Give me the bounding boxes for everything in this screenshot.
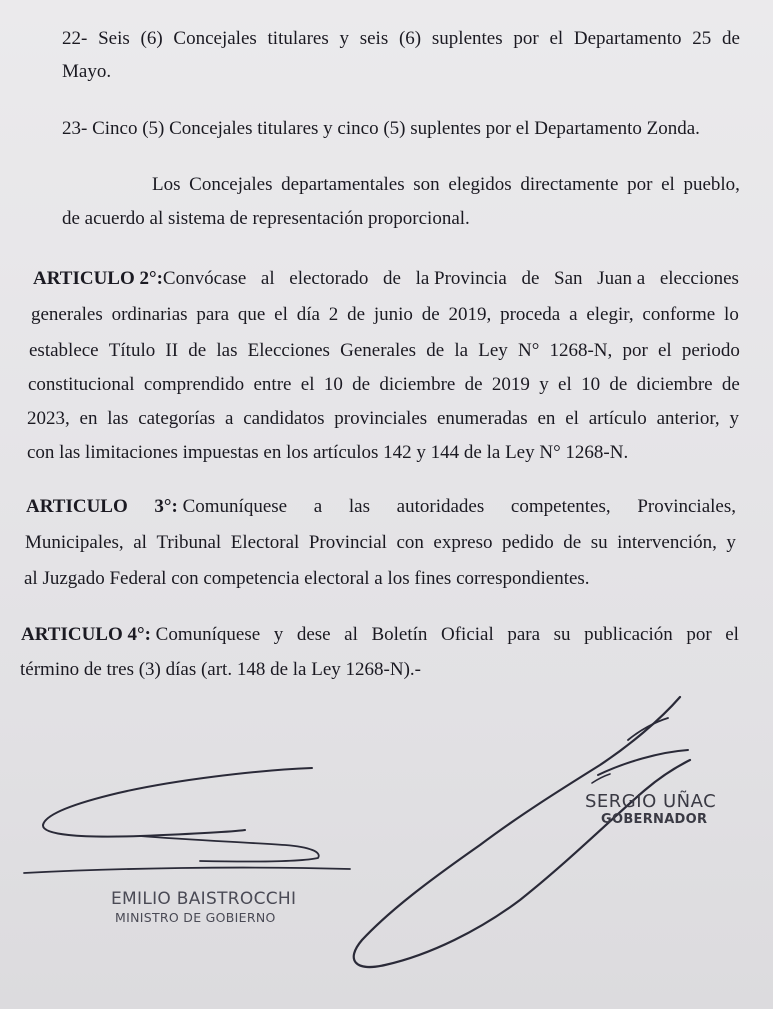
word: la Provincia (415, 268, 507, 289)
word: con (396, 532, 424, 553)
word: en (79, 408, 98, 429)
word: a (225, 408, 234, 429)
word: y (726, 532, 736, 553)
word: elecciones (659, 268, 739, 289)
word: y (539, 374, 549, 395)
word: las (216, 340, 238, 361)
word: 2019 (491, 374, 530, 395)
word: lo (724, 304, 739, 325)
word: periodo (681, 340, 740, 361)
word: Electoral (230, 532, 300, 553)
word: Concejales (189, 174, 273, 195)
governor-name-stamp: SERGIO UÑAC (585, 791, 717, 812)
word: el (565, 408, 579, 429)
word: establece (29, 340, 99, 361)
word: el (274, 304, 288, 325)
articulo-2-line-6: con las limitaciones impuestas en los artículos 142 y 144 de la Ley N° 1268-N. (27, 442, 629, 463)
word: Los (152, 174, 181, 195)
right-signature-stroke (598, 750, 688, 775)
word: autoridades (396, 496, 485, 517)
word: suplentes (431, 28, 503, 49)
word: de (464, 374, 483, 395)
word: elegir, (586, 304, 634, 325)
minister-title-stamp: MINISTRO DE GOBIERNO (115, 910, 276, 925)
word: N° (517, 340, 540, 361)
word: elegidos (448, 174, 512, 195)
word: competentes, (510, 496, 611, 517)
word: el (558, 374, 572, 395)
minister-name-stamp: EMILIO BAISTROCCHI (111, 889, 297, 909)
word: generales (31, 304, 103, 325)
word: de (426, 340, 445, 361)
word: Título (108, 340, 156, 361)
word: pedido (502, 532, 554, 553)
word: y (273, 624, 284, 645)
word: de (383, 268, 401, 289)
word: publicación (584, 624, 673, 645)
word: el (725, 624, 739, 645)
word: (6) (140, 28, 163, 49)
word: diciembre (636, 374, 713, 395)
word: enumeradas (436, 408, 528, 429)
word: 2019, (448, 304, 492, 325)
word: de (352, 374, 371, 395)
articulo-4-line-2: término de tres (3) días (art. 148 de la Ley 1268-N).- (20, 659, 421, 680)
concejales-paragraph-line-2: de acuerdo al sistema de representación proporcional. (62, 208, 470, 229)
word: al (133, 532, 147, 553)
word: Concejales (173, 28, 257, 49)
word: Boletín (371, 624, 428, 645)
word: su (553, 624, 571, 645)
word: que (237, 304, 266, 325)
word: Generales (340, 340, 417, 361)
word: por (513, 28, 539, 49)
word: día (296, 304, 320, 325)
word: 2 (328, 304, 339, 325)
word: 22- (62, 28, 88, 49)
word: II (165, 340, 179, 361)
word: de (421, 304, 440, 325)
word: de (521, 268, 540, 289)
word: Departamento (573, 28, 682, 49)
word: 2023, (27, 408, 70, 429)
word: de (563, 532, 582, 553)
word: Provincial (308, 532, 387, 553)
word: el (661, 174, 675, 195)
word: el (657, 340, 672, 361)
signature-ink (24, 697, 690, 967)
word: electorado (289, 268, 369, 289)
word: San (554, 268, 583, 289)
word: de (722, 28, 740, 49)
word: Seis (98, 28, 130, 49)
left-signature-stroke (43, 768, 312, 837)
word: a (313, 496, 323, 517)
item-23: 23- Cinco (5) Concejales titulares y cinco (5) suplentes por el Departamento Zonda. (62, 118, 700, 139)
word: 1268-N, (549, 340, 613, 361)
word: son (413, 174, 440, 195)
articulo-3-line-3: al Juzgado Federal con competencia electoral a los fines correspondientes. (24, 568, 590, 589)
word: de (188, 340, 207, 361)
word: ordinarias (111, 304, 188, 325)
word: 10 (323, 374, 343, 395)
word: pueblo, (683, 174, 740, 195)
word: Comuníquese (155, 624, 261, 645)
word: al (344, 624, 358, 645)
word: para (196, 304, 230, 325)
word: la (454, 340, 469, 361)
left-signature-stroke (140, 836, 319, 862)
word: constitucional (28, 374, 135, 395)
word: el (549, 28, 564, 49)
word: entre (253, 374, 292, 395)
articulo-3-heading-word: ARTICULO (26, 496, 128, 517)
word: Elecciones (247, 340, 330, 361)
word: por (622, 340, 648, 361)
word: de (609, 374, 628, 395)
articulo-3-heading-number: 3°: (154, 496, 178, 517)
word: diciembre (379, 374, 456, 395)
word: titulares (267, 28, 329, 49)
word: 10 (581, 374, 601, 395)
word: Provinciales, (637, 496, 736, 517)
word: al (260, 268, 275, 289)
word: de (347, 304, 366, 325)
articulo-4-heading: ARTICULO 4°: (21, 624, 151, 645)
word: conforme (642, 304, 716, 325)
word: el (300, 374, 315, 395)
word: categorías (138, 408, 216, 429)
word: las (107, 408, 129, 429)
word: departamentales (281, 174, 405, 195)
word: Tribunal (156, 532, 222, 553)
governor-title-stamp: GOBERNADOR (601, 812, 708, 827)
word: en (537, 408, 556, 429)
right-signature-stroke (354, 697, 690, 967)
word: y (729, 408, 739, 429)
word: proceda (500, 304, 561, 325)
word: Ley (478, 340, 508, 361)
word: Juan a (597, 268, 646, 289)
word: directamente (520, 174, 619, 195)
word: anterior, (656, 408, 720, 429)
articulo-2-heading: ARTICULO 2°: (33, 268, 163, 289)
word: junio (373, 304, 413, 325)
word: por (627, 174, 653, 195)
word: y (339, 28, 349, 49)
word: de (721, 374, 740, 395)
word: provinciales (334, 408, 428, 429)
word: Comuníquese (182, 496, 288, 517)
word: expreso (433, 532, 493, 553)
word: comprendido (143, 374, 245, 395)
word: por (686, 624, 712, 645)
left-signature-stroke (24, 868, 350, 873)
articulo-2-first-word: Convócase (162, 268, 247, 289)
word: a (569, 304, 578, 325)
right-signature-stroke (592, 774, 610, 783)
word: las (348, 496, 370, 517)
word: para (507, 624, 541, 645)
word: seis (359, 28, 389, 49)
item-22-line-2: Mayo. (62, 61, 112, 82)
word: su (590, 532, 608, 553)
word: 25 (692, 28, 712, 49)
word: Municipales, (25, 532, 124, 553)
word: Oficial (441, 624, 494, 645)
word: artículo (588, 408, 647, 429)
word: (6) (398, 28, 422, 49)
word: intervención, (617, 532, 717, 553)
word: dese (296, 624, 331, 645)
word: candidatos (243, 408, 325, 429)
